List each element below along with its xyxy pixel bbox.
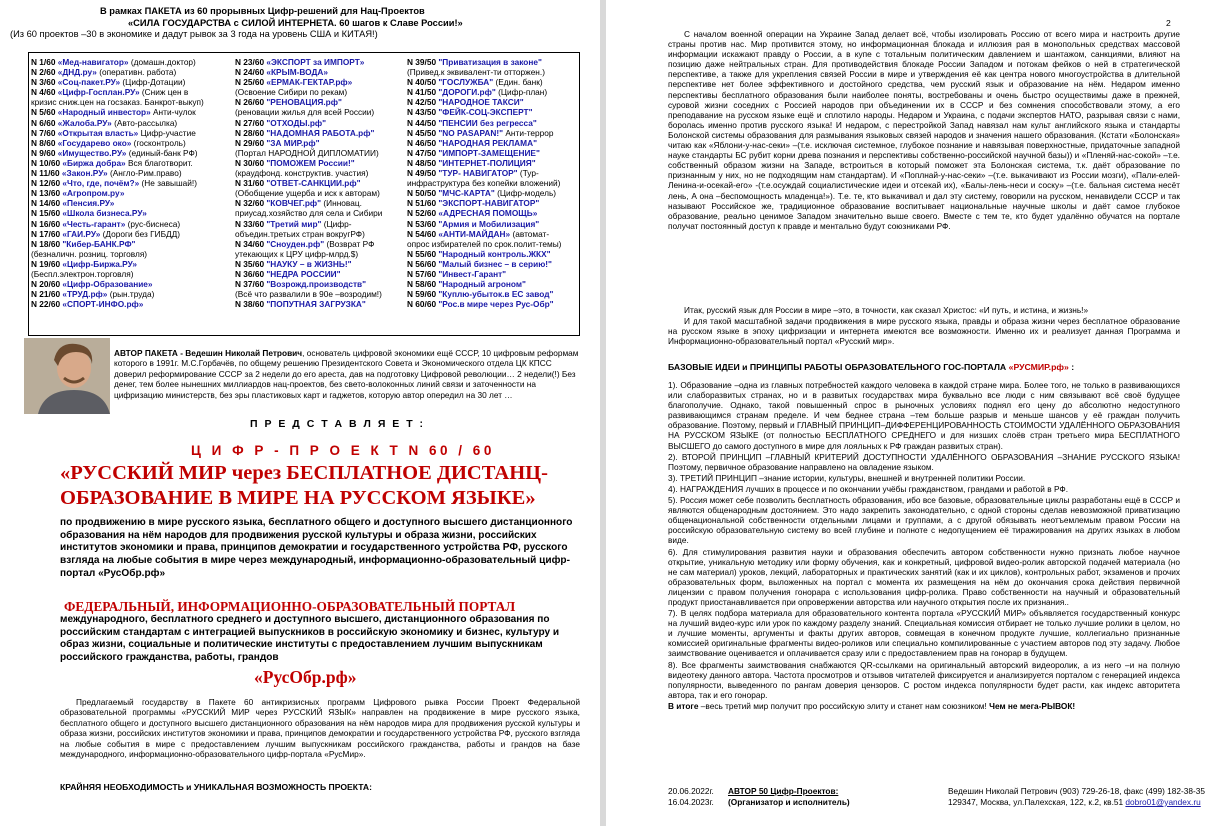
project-note: (Сниж цен в <box>139 87 189 98</box>
project-name: "ФЕЙК-СОЦ-ЭКСПЕРТ" <box>438 107 533 118</box>
project-name: «Государево око» <box>57 137 132 148</box>
header-line-1: В рамках ПАКЕТА из 60 прорывных Цифр-решений для Нац-Проектов <box>100 6 425 16</box>
project-num: N 14/60 <box>31 198 61 209</box>
project-num: N 51/60 <box>407 198 437 209</box>
project-note: (Инновац. <box>321 198 362 209</box>
project-num: N 49/50 <box>407 168 437 179</box>
project-note: (оперативн. работа) <box>96 67 177 78</box>
project-name: «Что, где, почём?» <box>62 178 140 189</box>
project-note: (Англо-Рим.право) <box>107 168 182 179</box>
project-item <box>407 299 561 309</box>
project-name: «СПОРТ-ИНФО.рф» <box>62 299 144 310</box>
project-item <box>31 188 204 198</box>
project-num: N 34/60 <box>235 238 265 249</box>
project-note: Цифр-участие <box>138 127 196 138</box>
project-item <box>235 279 382 289</box>
project-item <box>407 87 561 97</box>
project-item <box>407 158 561 168</box>
project-num: N 52/60 <box>407 208 437 219</box>
project-note: (Возврат РФ <box>324 238 375 249</box>
project-name: "Малый бизнес – в серию!" <box>438 258 552 269</box>
project-num: N 29/60 <box>235 137 265 148</box>
project-num: N 9/60 <box>31 147 56 158</box>
project-note: Анти-чулок <box>150 107 196 118</box>
project-num: N 42/50 <box>407 97 437 108</box>
projects-column-3 <box>407 57 561 309</box>
project-item <box>407 118 561 128</box>
project-item <box>31 178 204 188</box>
project-name: "Приватизация в законе" <box>438 57 542 67</box>
project-num: N 41/50 <box>407 87 437 98</box>
project-item <box>31 158 204 168</box>
final-bold: В итоге <box>668 700 699 711</box>
federal-portal-description: международного, бесплатного среднего и доступного высшего, дистанционного образования по российским стандартам с интеграцией выпускников в российскую экономику и бизнес, культуру и образ жизни, социальные и политические институты с предоставлением лучшим выпускникам российского гражданства, работы, грандов <box>60 614 560 664</box>
project-item <box>235 148 382 158</box>
project-num: N 43/50 <box>407 107 437 118</box>
header-line-2: «СИЛА ГОСУДАРСТВА с СИЛОЙ ИНТЕРНЕТА. 60 шагов к Славе России!» <box>128 17 463 28</box>
right-page <box>606 0 1211 826</box>
project-name: «Школа бизнеса.РУ» <box>62 208 147 219</box>
context-paragraph <box>668 29 1180 232</box>
project-num: N 11/60 <box>31 168 60 179</box>
principles-heading-end: : <box>1068 362 1075 372</box>
project-num: N 18/60 <box>31 238 61 249</box>
project-name: "Возрожд.производств" <box>266 279 367 290</box>
author-name: Ведешин Николай Петрович <box>185 348 303 358</box>
project-num: N 21/60 <box>31 289 61 300</box>
intro-paragraph: Предлагаемый государству в Пакете 60 антикризисных программ Цифрового рывка России Проект Федеральной образовательной программы «РУССКИЙ МИР через РУССКИЙ ЯЗЫК» направлен на продвижение в мире русского языка, бесплатного общего и доступного высшего дистанционного образования на нём народов мира для продвижения русской культуры и образа жизни, российских институтов экономики и права, принципов демократии и государственного устройства РФ, русского взгляда на любые события в мире с предоставлением лучшим выпускникам российского гражданства, работы и грандов на базе международного, информационно-образовательного цифр-портала «РусМир». <box>60 697 580 760</box>
project-note: (Привед.к эквивалент-ти отторжен.) <box>407 67 545 78</box>
project-item <box>31 198 204 208</box>
project-note: (Портал НАРОДНОЙ ДИПЛОМАТИИ) <box>235 147 379 158</box>
project-note: (автомат- <box>510 228 550 239</box>
project-item <box>235 128 382 138</box>
principles-heading-portal: «РУСМИР.рф» <box>1008 362 1069 372</box>
summary-paragraph <box>668 305 1180 347</box>
project-num: N 2/60 <box>31 67 56 78</box>
project-num: N 16/60 <box>31 218 61 229</box>
project-name: "ЗА МИР.рф" <box>266 137 320 148</box>
project-name: «Пенсия.РУ» <box>62 198 115 209</box>
project-item <box>235 107 382 117</box>
principle-item: 2). ВТОРОЙ ПРИНЦИП –ГЛАВНЫЙ КРИТЕРИЙ ДОСТУПНОСТИ УДАЛЁННОГО ОБРАЗОВАНИЯ –ЗНАНИЕ РУССКОГО ЯЗЫКА! Поэтому, первичное образование направлено на овладение языком. <box>668 451 1180 472</box>
project-name: «АДРЕСНАЯ ПОМОЩЬ» <box>438 208 538 219</box>
project-name: «Народный инвестор» <box>57 107 151 118</box>
project-name: «Открытая власть» <box>57 127 139 138</box>
project-note: утекающих к ЦРУ цифр-млрд.$) <box>235 248 359 259</box>
project-item <box>31 128 204 138</box>
project-item <box>407 128 561 138</box>
package-header <box>10 6 580 41</box>
project-item <box>31 269 204 279</box>
project-name: «Цифр-Госплан.РУ» <box>57 87 140 98</box>
final-statement <box>668 701 1180 711</box>
project-num: N 4/60 <box>31 87 56 98</box>
project-name: "ПЕНСИИ без регресса" <box>438 117 537 128</box>
principle-item: 3). ТРЕТИЙ ПРИНЦИП –знание истории, культуры, внешней и внутренней политики России. <box>668 472 1026 483</box>
author-label: АВТОР ПАКЕТА - <box>114 348 183 358</box>
project-item <box>235 229 382 239</box>
project-num: N 59/60 <box>407 289 437 300</box>
project-name: "НАДОМНАЯ РАБОТА.рф" <box>266 127 375 138</box>
project-note: (Дороги без ГИБДД) <box>100 228 181 239</box>
project-num: N 57/60 <box>407 268 437 279</box>
project-name: «Агропром.ру» <box>62 188 125 199</box>
project-num: N 60/60 <box>407 299 437 310</box>
project-name: «Честь-гарант» <box>62 218 126 229</box>
project-item <box>407 259 561 269</box>
project-note: инфраструктура без копейки вложений) <box>407 178 561 189</box>
project-note: опрос избирателей по срок.полит-темы) <box>407 238 562 249</box>
project-item <box>235 118 382 128</box>
principle-item: 5). Россия может себе позволить бесплатность образования, ибо все базовые, образовательные циклы разработаны ещё в СССР и являются общенародным достоянием. Это надо закрепить законодательно, с одной стороны сделав невозможной приватизацию общенациональной собственности отдельными лицами и группами, а с другой обязывать неотъемлемым правом России на российскую образовательную систему во всей глубине и полноте с недопущением её тиражирования на других языках в любом виде. <box>668 495 1180 546</box>
project-note: Анти-террор <box>503 127 554 138</box>
project-name: «ГАИ.РУ» <box>62 228 101 239</box>
project-num: N 28/60 <box>235 127 265 138</box>
project-note: (Цифр-план) <box>495 87 548 98</box>
project-item <box>31 219 204 229</box>
project-num: N 19/60 <box>31 258 61 269</box>
presents-label: П Р Е Д С Т А В Л Я Е Т : <box>250 418 426 430</box>
principle-item: 7). В целях подбора материала для образовательного контента портала «РУССКИЙ МИР» объявляется государственный конкурс на лучший видео-курс или урок по каждому разделу знаний. Специальная комиссия отбирает не только лучшие ролики в целом, но и лучшие моменты, аргументы и факты других авторов, совмещая в конечном продукте лучшие, коллегиально признанные комиссией оригинальные фрагменты видео-роликов или специально компилированные с участием авторов под эту задачу. Любое заимствование оценивается и оплачивается сразу или с предоставлением прав на гонорар в будущем. <box>668 608 1180 659</box>
project-item <box>235 77 382 87</box>
project-name: "ЭКСПОРТ-НАВИГАТОР" <box>438 198 540 209</box>
project-name: "ИМПОРТ-ЗАМЕЩЕНИЕ" <box>438 147 540 158</box>
main-title: «РУССКИЙ МИР через БЕСПЛАТНОЕ ДИСТАНЦ-ОБРАЗОВАНИЕ В МИРЕ НА РУССКОМ ЯЗЫКЕ» <box>60 462 548 509</box>
project-item <box>407 107 561 117</box>
project-num: N 32/60 <box>235 198 265 209</box>
necessity-heading: КРАЙНЯЯ НЕОБХОДИМОСТЬ и УНИКАЛЬНАЯ ВОЗМОЖНОСТЬ ПРОЕКТА: <box>60 782 373 792</box>
project-num: N 35/60 <box>235 258 265 269</box>
projects-table <box>28 52 580 336</box>
project-num: N 7/60 <box>31 127 56 138</box>
project-item <box>235 289 382 299</box>
project-item <box>31 97 204 107</box>
footer-date-2: 16.04.2023г. <box>668 797 714 807</box>
footer-date-1: 20.06.2022г. <box>668 786 714 796</box>
project-note: (безналичн. розниц. торговля) <box>31 248 148 259</box>
project-item <box>31 208 204 218</box>
project-num: N 56/60 <box>407 258 437 269</box>
project-num: N 27/60 <box>235 117 265 128</box>
project-item <box>407 178 561 188</box>
project-item <box>31 67 204 77</box>
project-note: (реновации жилья для всей России) <box>235 107 375 118</box>
author-info <box>114 348 580 400</box>
project-item <box>407 269 561 279</box>
page-number: 2 <box>1166 18 1171 28</box>
project-item <box>31 229 204 239</box>
project-note: (Един. банк) <box>493 77 543 88</box>
principles-heading-text: БАЗОВЫЕ ИДЕИ и ПРИНЦИПЫ РАБОТЫ ОБРАЗОВАТЕЛЬНОГО ГОС-ПОРТАЛА <box>668 362 1009 372</box>
project-name: "Кибер-БАНК.РФ" <box>62 238 136 249</box>
project-num: N 44/50 <box>407 117 437 128</box>
project-name: "Армия и Мобилизация" <box>438 218 540 229</box>
project-note: приусад.хозяйство для села и Сибири <box>235 208 383 219</box>
project-num: N 26/60 <box>235 97 265 108</box>
project-item <box>235 259 382 269</box>
project-item <box>235 198 382 208</box>
project-num: N 17/60 <box>31 228 61 239</box>
project-num: N 24/60 <box>235 67 265 78</box>
project-name: «ТРУД.рф» <box>62 289 108 300</box>
project-item <box>407 279 561 289</box>
project-num: N 8/60 <box>31 137 56 148</box>
project-note: (Тур- <box>517 168 539 179</box>
project-item <box>407 97 561 107</box>
federal-portal-title: ФЕДЕРАЛЬНЫЙ, ИНФОРМАЦИОННО-ОБРАЗОВАТЕЛЬНЫЙ ПОРТАЛ <box>64 599 516 614</box>
footer-address <box>948 797 1201 807</box>
project-name: "ДОРОГИ.рф" <box>438 87 496 98</box>
project-item <box>407 148 561 158</box>
project-name: «КРЫМ-ВОДА» <box>266 67 329 78</box>
project-item <box>407 289 561 299</box>
left-page <box>0 0 600 826</box>
author-photo <box>24 338 110 414</box>
portal-name: «РусОбр.рф» <box>254 667 357 687</box>
project-item <box>407 57 561 67</box>
project-name: "Народный контроль.ЖКХ" <box>438 248 551 259</box>
project-name: "Сноуден.рф" <box>266 238 325 249</box>
project-item <box>407 198 561 208</box>
project-name: "NO PASAPAN!" <box>438 127 504 138</box>
project-note: (госконтроль) <box>131 137 186 148</box>
project-note: (Авто-рассылка) <box>111 117 178 128</box>
header-line-3: (Из 60 проектов –30 в экономике и дадут рывок за 3 года на уровень США и КИТАЯ!) <box>10 29 378 40</box>
project-name: «Биржа добра» <box>62 157 126 168</box>
principles-heading <box>668 362 1074 372</box>
project-name: "ОТВЕТ-САНКЦИИ.рф" <box>266 178 361 189</box>
project-item <box>407 67 561 77</box>
final-slogan: Чем не мега-РЫВОК! <box>989 700 1076 711</box>
project-item <box>31 289 204 299</box>
project-num: N 47/50 <box>407 147 437 158</box>
project-code: Ц И Ф Р - П Р О Е К Т N 60 / 60 <box>191 443 495 458</box>
project-item <box>235 249 382 259</box>
project-num: N 48/50 <box>407 157 437 168</box>
project-num: N 3/60 <box>31 77 56 88</box>
project-name: "Третий мир" <box>266 218 322 229</box>
project-note: (Цифр-Дотации) <box>120 77 186 88</box>
project-item <box>31 279 204 289</box>
project-name: "РЕНОВАЦИЯ.рф" <box>266 97 342 108</box>
project-note: (Беспл.электрон.торговля) <box>31 268 134 279</box>
project-name: "НЕДРА РОССИИ" <box>266 268 341 279</box>
project-num: N 31/60 <box>235 178 265 189</box>
project-item <box>235 299 382 309</box>
project-item <box>235 208 382 218</box>
project-name: "НАУКУ – в ЖИЗНЬ!" <box>266 258 352 269</box>
project-num: N 39/50 <box>407 57 437 67</box>
footer-role-1: АВТОР 50 Цифр-Проектов: <box>728 786 839 796</box>
project-name: «ЭКСПОРТ за ИМПОРТ» <box>266 57 365 67</box>
project-item <box>31 118 204 128</box>
project-name: «Мед-навигатор» <box>57 57 129 67</box>
summary-text-2: И для такой масштабной задачи продвижения в мире русского языка, правды и образа жизни через бесплатное образование на русском языке в эпоху цифризации и интернета имеются все возможности. Именно их и реализует данная Программа и Информационно-образовательный портал «Русский мир». <box>668 316 1180 347</box>
project-note: (краудфонд. конструктив. участия) <box>235 168 369 179</box>
project-name: "Инвест-Гарант" <box>438 268 507 279</box>
project-name: «Жалоба.РУ» <box>57 117 112 128</box>
footer-email-link[interactable]: dobro01@yandex.ru <box>1125 797 1201 807</box>
footer-contact-1: Ведешин Николай Петрович (903) 729-26-18, факс (499) 182-38-35 <box>948 786 1206 796</box>
principle-item: 1). Образование –одна из главных потребностей каждого человека в каждой стране мира. Более того, не только в развивающихся или слаборазвитых странах, но и в развитых государствах мира буквально все люди с ним связывают всё своё будущее благополучие. Однако, такой повышенный спрос в рыночных условиях поднял его цену до абсолютно недоступного развивающимся странам пределе. И чем беднее страна –тем больше разрыв и меньше шансов у её граждан получить образование. Поэтому, первый и ГЛАВНЫЙ ПРИНЦИП–ДИФФЕРЕНЦИРОВАННОСТЬ СТОИМОСТИ УДАЛЁННОГО ОБРАЗОВАНИЯ НА РУССКОМ ЯЗЫКЕ (от полностью БЕСПЛАТНОГО СРЕДНЕГО и для низших слоёв стран третьего мира БЕСПЛАТНОГО ВЫСШЕГО до самого доступного в мире для лояльных к РФ граждан развитых стран). <box>668 380 1180 451</box>
project-name: «ЕРМАК-ГЕКТАР.рф» <box>266 77 353 88</box>
project-item <box>31 138 204 148</box>
principle-item: 4). НАГРАЖДЕНИЯ лучших в процессе и по окончании учёбы гражданством, грандами и работой в РФ. <box>668 483 1069 494</box>
project-item <box>235 97 382 107</box>
project-name: "КОВЧЕГ.рф" <box>266 198 322 209</box>
project-note: (домашн.доктор) <box>128 57 196 67</box>
project-item <box>31 168 204 178</box>
project-num: N 13/60 <box>31 188 61 199</box>
project-num: N 46/50 <box>407 137 437 148</box>
project-num: N 30/60 <box>235 157 265 168</box>
principle-item: 6). Для стимулирования развития науки и образования обеспечить автором собственности нужно признать любое научное открытие, уникальную методику или форму обучения, как и конкретный, цифровой видео-ролик авторской подачей материала (но не сам материал) уроков, лекций, лабораторных и практических занятий (как и их циклов), контрольных работ, экзаменов и прочих образовательных форм, выложенных на портал с момента их размещения на нём до окончания срока действия первичной лицензии с правом получения гонорара с использования цифр-ролика. Право собственности на научный и образовательный продукт приостанавливается при опровержении авторства или научного открытия после их признания.. <box>668 546 1180 607</box>
project-num: N 12/60 <box>31 178 61 189</box>
project-name: "ПОПУТНАЯ ЗАГРУЗКА" <box>266 299 366 310</box>
project-note: (рус-биснеса) <box>125 218 181 229</box>
project-item <box>31 299 204 309</box>
project-num: N 22/60 <box>31 299 61 310</box>
project-name: «ДНД.ру» <box>57 67 97 78</box>
project-name: «Имущество.РУ» <box>57 147 127 158</box>
project-num: N 37/60 <box>235 279 265 290</box>
principle-item: 8). Все фрагменты заимствования снабжаются QR-ссылками на оригинальный авторский видеоролик, а из него –и на полную видеотеку данного автора. Частота просмотров и отзывов читателей фиксируется и анализируется порталом с генерацией индекса популярности, выведенного по рангам доверия цензоров. С ростом индекса популярности будет расти, как индекс авторитета автора, так и его гонорар. <box>668 659 1180 700</box>
project-item <box>407 188 561 198</box>
project-note: (Всё что развалили в 90е –возродим!) <box>235 289 382 300</box>
projects-column-2 <box>235 57 382 309</box>
project-item <box>31 148 204 158</box>
project-note: (Обобщение ущерба и иск к авторам) <box>235 188 380 199</box>
project-item <box>407 168 561 178</box>
project-name: «Закон.РУ» <box>61 168 108 179</box>
project-item <box>31 259 204 269</box>
context-text: С началом военной операции на Украине Запад делает всё, чтобы изолировать Россию от всего мира и настроить другие страны против нас. Мир противится этому, но информационная блокада и иллюзия рая в монопольных средствах массовой информации искажают правду о России, а в купе с тотальным политическим давлением и шантажом, санкциями, влияют на позицию даже нейтральных стран. Для противодействия блокаде России Западом и потокам фейков о ней в стратегической перспективе, а также для укрепления связей России в мире и утверждения её как центра нового многоустройства в длительной перспективе нет более эффективного и достойного средства, чем русский язык и образование на нём. Недаром именно перспективы бесплатного образования были наиболее поняты, востребованы и очень быстро осуществимы даже в прежней, суровой жизни соседних с Россией народов при объединении их в СССР и без сомнения способствовали этому, а его преподавание на русском языке ещё и сплотило народы. Недаром и Украина, с подачи экспертов НАТО, разрывая связи с нами, боролась именно против русского языка! И недаром, с перестройкой Запад навязал нам культ английского языка и стандарты Болонской системы образования для размывания языковых связей народов и значения нашего образования. (Кстати «Болонская» читаю как «Яблони-у-нас-секи» –(т.е. исключая системное, глубокое познание и навязывая поверхностные, придаточные западной науке стандарты БС рубит корни древа познания и перспективы собственно-российской научной базы)) и «Пленяй-нас-сокой» –т.е. собственный образом жизни на Западе, встроиться в который поможет эта Болонская система, т.к. даёт образование по признанным у них, но не подходящим нам стандартам). И «Поплнай-у-нас-секи» –(т.е. выкачивают из России мозги), «Пали-елей-Ленина-и-осекай-его» -(т.е.осуждай социалистические идеи и отсекай их), «Балы-лень-неси и соску» –(т.е. бальная система несёт лень, А она –беспомощность младенца!»). Т.е. те, кто выкачивал и дал эту систему, говорили на русском, ненавидели СССР и так называют Российское же, традиционное образование воспитывает национальные научные школы и даёт самое глубокое образование, реально ценимое Западом значительно выше своего. Вместе с тем те, кто будет удалённо обучатся на портале получат постоянный доступ к правде и ментально будут союзниками РФ. <box>668 29 1180 231</box>
project-note: (Освоение Сибири по рекам) <box>235 87 348 98</box>
project-name: "Народный агроном" <box>438 279 526 290</box>
project-item <box>31 239 204 249</box>
author-text: , основатель цифровой экономики ещё СССР, 10 цифровым реформам которого в 1991г. М.С.Горбачёв, по общему решению Президентского Совета и Экономического отдела ЦК КПСС доверил реформирование СССР за 2 недели до его ареста, дав на подготовку Цифровой революции… 2 недели(!) Без денег, тем более нынешних миллиардов нац-проектов, без свето-волоконных линий связи и заточенности на цифризацию министерств, без эры пластиковых карт и гаджетов, которую автор опередил на 30 лет … <box>114 348 579 400</box>
project-num: N 23/60 <box>235 57 265 67</box>
project-item <box>407 229 561 239</box>
project-item <box>235 219 382 229</box>
project-name: "МЧС-КАРТА" <box>438 188 495 199</box>
project-name: «Соц-пакет.РУ» <box>57 77 121 88</box>
project-item <box>235 188 382 198</box>
project-name: "ГОСЛУЖБА" <box>438 77 494 88</box>
project-note: (Не завышай!) <box>139 178 197 189</box>
project-item <box>31 107 204 117</box>
project-name: «АНТИ-МАЙДАН» <box>438 228 511 239</box>
project-item <box>407 239 561 249</box>
project-num: N 55/60 <box>407 248 437 259</box>
project-note: (Цифр-модель) <box>494 188 557 199</box>
project-num: N 54/60 <box>407 228 437 239</box>
project-item <box>407 219 561 229</box>
project-num: N 50/50 <box>407 188 437 199</box>
project-item <box>31 87 204 97</box>
project-num: N 45/50 <box>407 127 437 138</box>
project-num: N 10/60 <box>31 157 61 168</box>
project-note: кризис сниж.цен на госзаказ. Банкрот-выкуп) <box>31 97 204 108</box>
project-name: "НАРОДНОЕ ТАКСИ" <box>438 97 524 108</box>
final-text: –весь третий мир получит про российскую элиту и станет нам союзником! <box>698 700 990 711</box>
project-num: N 38/60 <box>235 299 265 310</box>
project-num: N 1/60 <box>31 57 56 67</box>
project-note: Вся благотворит. <box>125 157 193 168</box>
project-item <box>31 77 204 87</box>
projects-column-1 <box>31 57 204 309</box>
project-note: (рын.труда) <box>107 289 155 300</box>
project-name: «Цифр-Образование» <box>62 279 153 290</box>
project-note: (единый-банк РФ) <box>126 147 198 158</box>
project-num: N 53/60 <box>407 218 437 229</box>
project-item <box>235 239 382 249</box>
summary-text-1: Итак, русский язык для России в мире –это, в точности, как сказал Христос: «И путь, и истина, и жизнь!» <box>684 305 1089 315</box>
project-name: "ТУР- НАВИГАТОР" <box>438 168 518 179</box>
project-num: N 25/60 <box>235 77 265 88</box>
project-item <box>235 57 382 67</box>
project-num: N 36/60 <box>235 268 265 279</box>
project-note: (Цифр- <box>321 218 352 229</box>
project-item <box>31 249 204 259</box>
project-item <box>31 57 204 67</box>
project-item <box>407 138 561 148</box>
project-note: объедин.третьих стран вокругРФ) <box>235 228 365 239</box>
project-num: N 20/60 <box>31 279 61 290</box>
footer-role-2: (Организатор и исполнитель) <box>728 797 850 807</box>
project-item <box>235 178 382 188</box>
principles-list <box>668 380 1180 712</box>
project-item <box>235 138 382 148</box>
project-item <box>407 208 561 218</box>
project-num: N 15/60 <box>31 208 61 219</box>
footer-contact-2: 129347, Москва, ул.Палехская, 122, к.2, кв.51 <box>948 797 1126 807</box>
project-name: "ОТХОДЫ.рф" <box>266 117 327 128</box>
project-num: N 40/50 <box>407 77 437 88</box>
project-name: "Куплю-убыток.в ЕС завод" <box>438 289 554 300</box>
project-item <box>235 158 382 168</box>
project-item <box>407 249 561 259</box>
project-item <box>235 87 382 97</box>
project-num: N 6/60 <box>31 117 56 128</box>
project-item <box>407 77 561 87</box>
project-name: "ПОМОЖЕМ России!" <box>266 157 355 168</box>
project-num: N 5/60 <box>31 107 56 118</box>
project-item <box>235 269 382 279</box>
project-name: "Рос.в мире через Рус-Обр" <box>438 299 554 310</box>
project-name: «Цифр-Биржа.РУ» <box>62 258 138 269</box>
project-item <box>235 67 382 77</box>
project-name: "ИНТЕРНЕТ-ПОЛИЦИЯ" <box>438 157 536 168</box>
project-item <box>235 168 382 178</box>
project-name: "НАРОДНАЯ РЕКЛАМА" <box>438 137 538 148</box>
project-num: N 33/60 <box>235 218 265 229</box>
project-description: по продвижению в мире русского языка, бесплатного общего и доступного высшего дистанционного образования на нём народов для продвижения русской культуры и образа жизни, российских институтов экономики и права, принципов демократии и государственного устройства РФ, русского взгляда на любые события в мире через международный, информационно-образовательный цифр-портал «РусОбр.рф» <box>60 517 573 579</box>
project-num: N 58/60 <box>407 279 437 290</box>
